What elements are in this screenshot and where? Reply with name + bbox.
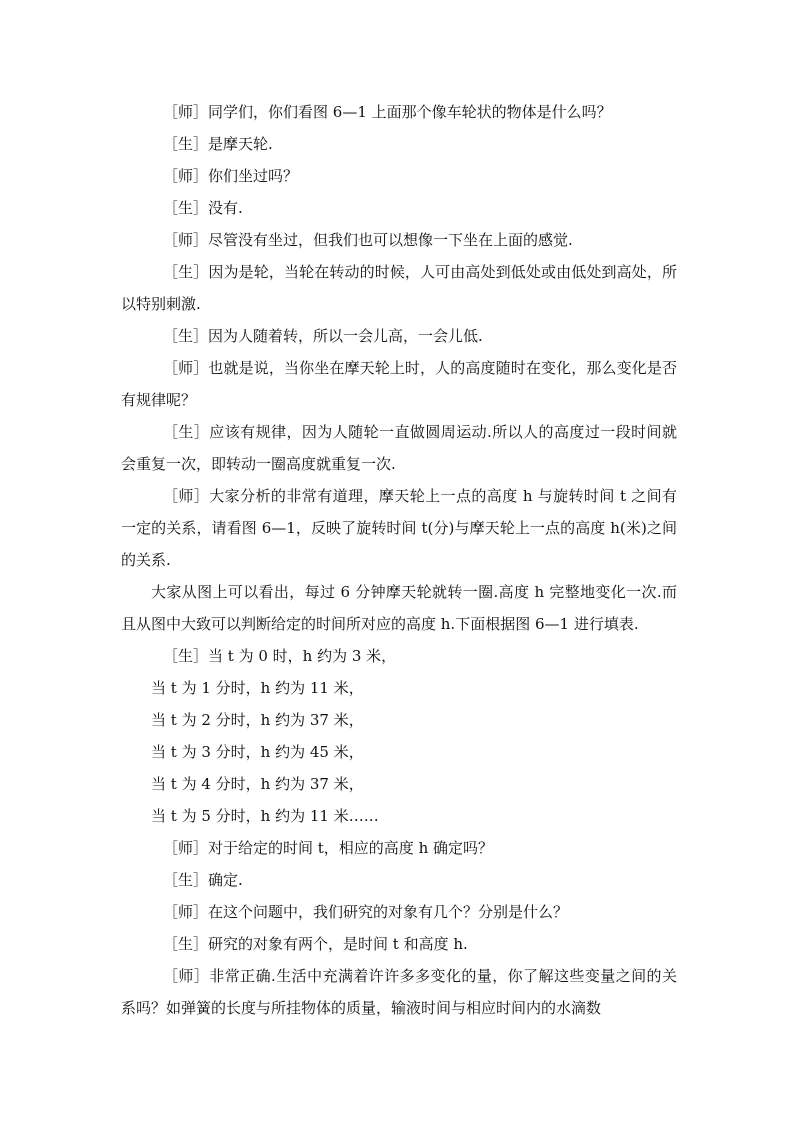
student-line-4: ［生］因为人随着转，所以一会儿高，一会儿低. bbox=[163, 327, 483, 345]
value-line-t1: 当 t 为 1 分时，h 约为 11 米， bbox=[151, 679, 364, 697]
teacher-line-1: ［师］同学们，你们看图 6—1 上面那个像车轮状的物体是什么吗？ bbox=[163, 103, 612, 121]
teacher-line-5: ［师］大家分析的非常有道理，摩天轮上一点的高度 h 与旋转时间 t 之间有一定的关系，请看图 6—1，反映了旋转时间 t(分)与摩天轮上一点的高度 h(米)之间的关系. bbox=[121, 487, 677, 569]
value-line-t3: 当 t 为 3 分时，h 约为 45 米， bbox=[151, 743, 364, 761]
student-line-1: ［生］是摩天轮. bbox=[163, 135, 273, 153]
teacher-line-2: ［师］你们坐过吗？ bbox=[163, 167, 299, 185]
student-line-7: ［生］确定. bbox=[163, 871, 243, 889]
value-line-t2: 当 t 为 2 分时，h 约为 37 米， bbox=[151, 711, 364, 729]
teacher-line-4: ［师］也就是说，当你坐在摩天轮上时，人的高度随时在变化，那么变化是否有规律呢？ bbox=[121, 359, 677, 409]
paragraph-figure-explanation: 大家从图上可以看出，每过 6 分钟摩天轮就转一圈.高度 h 完整地变化一次.而且从图中大致可以判断给定的时间所对应的高度 h.下面根据图 6—1 进行填表. bbox=[121, 583, 677, 633]
teacher-line-7: ［师］在这个问题中，我们研究的对象有几个？分别是什么？ bbox=[163, 903, 569, 921]
student-line-8: ［生］研究的对象有两个，是时间 t 和高度 h. bbox=[163, 935, 468, 953]
student-line-2: ［生］没有. bbox=[163, 199, 243, 217]
student-line-5: ［生］应该有规律，因为人随轮一直做圆周运动.所以人的高度过一段时间就会重复一次，即转动一圈高度就重复一次. bbox=[121, 423, 677, 473]
student-line-6: ［生］当 t 为 0 时，h 约为 3 米， bbox=[163, 647, 397, 665]
value-line-t4: 当 t 为 4 分时，h 约为 37 米， bbox=[151, 775, 364, 793]
student-line-3: ［生］因为是轮，当轮在转动的时候，人可由高处到低处或由低处到高处，所以特别刺激. bbox=[121, 263, 677, 313]
teacher-line-3: ［师］尽管没有坐过，但我们也可以想像一下坐在上面的感觉. bbox=[163, 231, 573, 249]
teacher-line-6: ［师］对于给定的时间 t，相应的高度 h 确定吗？ bbox=[163, 839, 493, 857]
value-line-t5: 当 t 为 5 分时，h 约为 11 米…… bbox=[151, 807, 379, 825]
teacher-line-8: ［师］非常正确.生活中充满着许许多多变化的量，你了解这些变量之间的关系吗？如弹簧的长度与所挂物体的质量，输液时间与相应时间内的水滴数 bbox=[121, 967, 677, 1017]
